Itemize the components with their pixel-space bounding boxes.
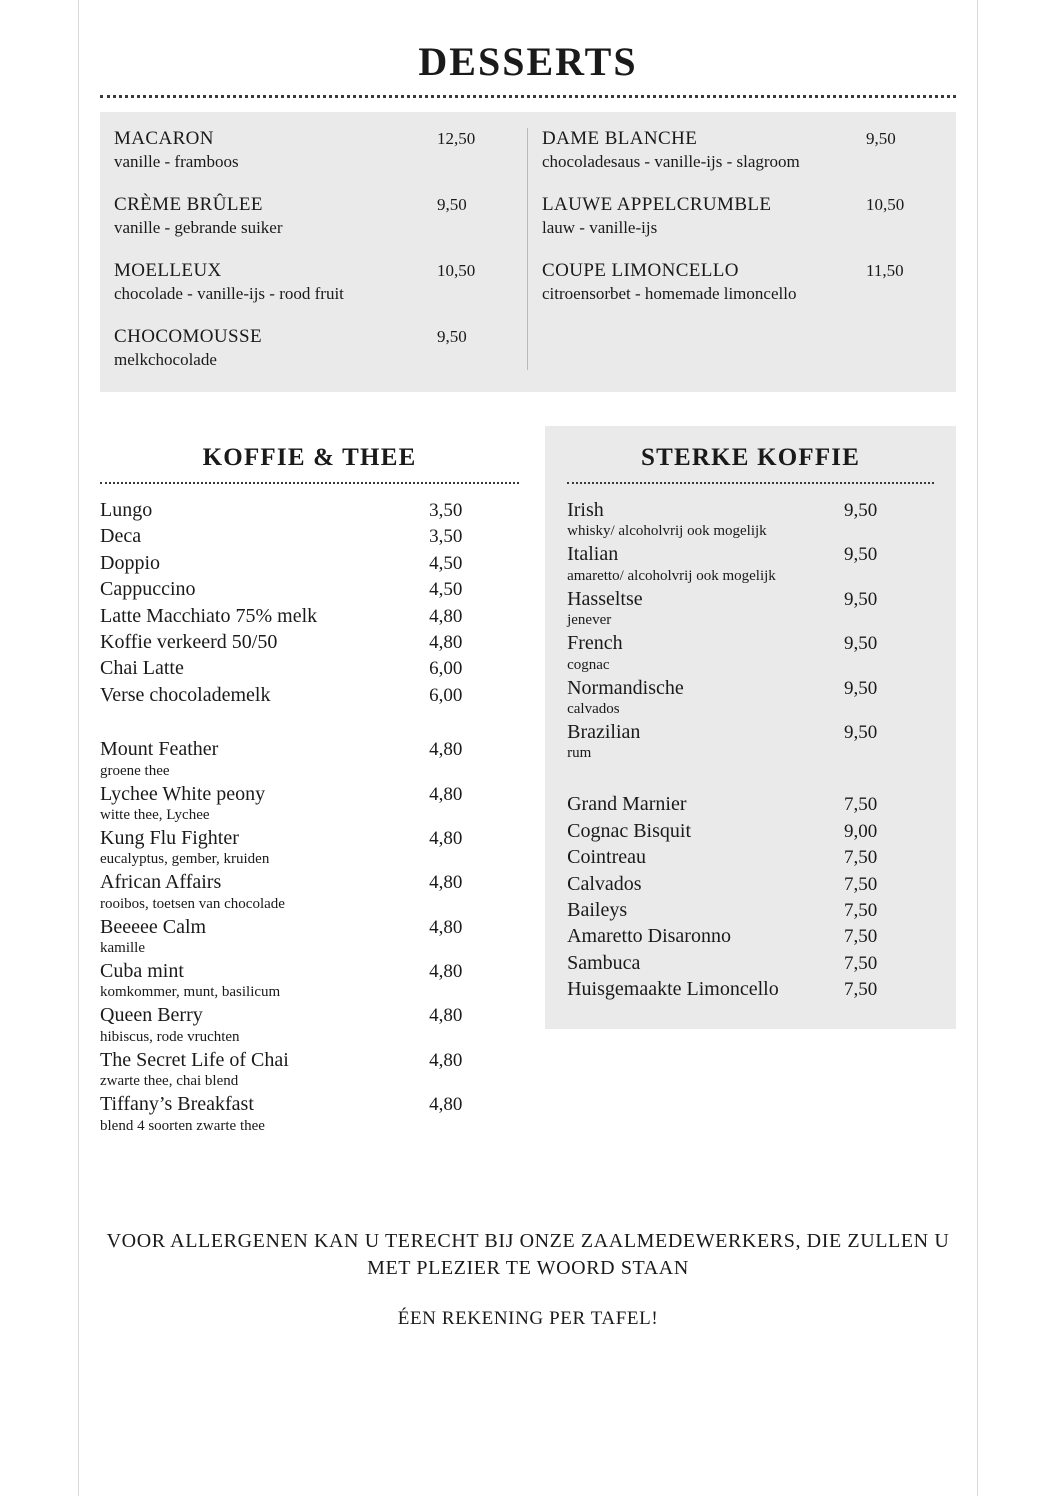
item-name: Huisgemaakte Limoncello: [567, 978, 779, 1001]
item-name: COUPE LIMONCELLO: [542, 260, 739, 281]
item-price: 7,50: [843, 873, 878, 895]
item-price: 6,00: [429, 684, 463, 706]
item-name: Cognac Bisquit: [567, 819, 691, 842]
item-description: vanille - gebrande suiker: [114, 218, 283, 237]
footer: [100, 1228, 956, 1330]
tea-list: [100, 737, 519, 1135]
list-item: [567, 587, 934, 629]
item-price: 7,50: [843, 926, 878, 948]
item-name: African Affairs: [100, 871, 222, 894]
list-item: [100, 782, 519, 824]
list-item: [100, 737, 519, 779]
item-price: 4,50: [429, 579, 463, 601]
item-description: calvados: [567, 700, 620, 717]
billing-notice: ÉEN REKENING PER TAFEL!: [397, 1308, 659, 1329]
item-name: Tiffany’s Breakfast: [100, 1093, 254, 1116]
item-name: Queen Berry: [100, 1004, 203, 1027]
item-name: Lungo: [100, 499, 153, 521]
item-name: DAME BLANCHE: [542, 128, 698, 149]
list-item: [567, 819, 934, 843]
item-price: 6,00: [429, 658, 463, 680]
item-price: 9,50: [843, 588, 878, 610]
item-price: 4,80: [429, 605, 463, 627]
item-name: Hasseltse: [567, 587, 643, 610]
item-description: blend 4 soorten zwarte thee: [100, 1117, 265, 1134]
list-item: [100, 551, 519, 575]
item-price: 11,50: [866, 261, 904, 280]
desserts-section: [100, 112, 956, 392]
page-title: DESSERTS: [418, 39, 638, 84]
item-name: Sambuca: [567, 951, 641, 974]
item-name: CHOCOMOUSSE: [114, 326, 262, 347]
item-price: 9,50: [843, 633, 878, 655]
sterke-koffie-column: [545, 426, 956, 1029]
list-item: [567, 845, 934, 869]
koffie-thee-column: [100, 426, 545, 1137]
list-item: [567, 924, 934, 948]
beverages-section: [100, 426, 956, 1137]
item-price: 7,50: [843, 847, 878, 869]
item-price: 4,80: [429, 961, 463, 983]
list-item: [567, 951, 934, 975]
menu-item: [114, 194, 509, 238]
list-item: [567, 898, 934, 922]
list-item: [100, 604, 519, 628]
digestif-list: [567, 792, 934, 1001]
list-item: [100, 959, 519, 1001]
item-price: 4,80: [429, 783, 463, 805]
spacer: [567, 764, 934, 786]
item-price: 4,80: [429, 1005, 463, 1027]
item-name: Kung Flu Fighter: [100, 826, 239, 849]
item-description: melkchocolade: [114, 350, 217, 369]
item-price: 4,80: [429, 1094, 463, 1116]
list-item: [567, 872, 934, 896]
menu-item: [114, 128, 509, 172]
item-description: komkommer, munt, basilicum: [100, 984, 281, 1001]
item-price: 9,00: [843, 820, 878, 842]
list-item: [100, 630, 519, 654]
item-price: 4,80: [429, 739, 463, 761]
divider-title: [100, 95, 956, 98]
menu-item: [114, 326, 509, 370]
list-item: [100, 1048, 519, 1090]
list-item: [567, 792, 934, 816]
item-name: French: [567, 632, 623, 655]
item-name: Doppio: [100, 551, 160, 574]
item-description: chocolade - vanille-ijs - rood fruit: [114, 284, 344, 303]
item-name: Cointreau: [567, 846, 646, 869]
item-description: citroensorbet - homemade limoncello: [542, 284, 797, 303]
item-description: eucalyptus, gember, kruiden: [100, 851, 270, 868]
item-price: 4,80: [429, 916, 463, 938]
list-item: [100, 915, 519, 957]
item-price: 4,80: [429, 872, 463, 894]
item-description: vanille - framboos: [114, 152, 239, 171]
item-price: 9,50: [843, 677, 878, 699]
list-item: [100, 683, 519, 707]
item-name: Chai Latte: [100, 657, 184, 680]
item-price: 9,50: [437, 195, 467, 214]
list-item: [100, 498, 519, 522]
page-rule-left: [78, 0, 79, 1496]
item-name: The Secret Life of Chai: [100, 1048, 289, 1071]
item-name: Amaretto Disaronno: [567, 925, 731, 948]
list-item: [100, 577, 519, 601]
divider-koffie-thee: [100, 482, 519, 484]
item-name: Mount Feather: [100, 738, 219, 761]
item-description: rooibos, toetsen van chocolade: [100, 895, 285, 912]
item-price: 9,50: [843, 500, 878, 521]
item-name: Koffie verkeerd 50/50: [100, 630, 278, 653]
item-name: Cappuccino: [100, 578, 196, 601]
coffee-list: [100, 498, 519, 707]
item-price: 7,50: [843, 899, 878, 921]
item-description: hibiscus, rode vruchten: [100, 1028, 240, 1045]
item-description: jenever: [567, 612, 612, 629]
list-item: [100, 1003, 519, 1045]
item-price: 12,50: [437, 129, 476, 148]
item-description: kamille: [100, 940, 145, 957]
list-item: [567, 542, 934, 584]
desserts-column-left: [100, 128, 528, 370]
item-description: lauw - vanille-ijs: [542, 218, 658, 237]
list-item: [100, 826, 519, 868]
allergen-notice: VOOR ALLERGENEN KAN U TERECHT BIJ ONZE ZAALMEDEWERKERS, DIE ZULLEN U MET PLEZIER TE WOORD STAAN: [106, 1230, 950, 1279]
item-name: Normandische: [567, 676, 684, 699]
item-name: Calvados: [567, 872, 642, 895]
item-price: 4,80: [429, 631, 463, 653]
divider-sterke-koffie: [567, 482, 934, 484]
list-item: [100, 524, 519, 548]
item-name: Lychee White peony: [100, 782, 266, 805]
list-item: [100, 1092, 519, 1134]
item-price: 10,50: [437, 261, 476, 280]
item-price: 10,50: [866, 195, 905, 214]
spacer: [100, 709, 519, 731]
item-name: Irish: [567, 499, 604, 521]
item-price: 7,50: [843, 952, 878, 974]
item-description: whisky/ alcoholvrij ook mogelijk: [567, 523, 767, 540]
item-name: Italian: [567, 543, 619, 566]
item-description: rum: [567, 745, 592, 762]
list-item: [567, 720, 934, 762]
item-name: Brazilian: [567, 720, 641, 743]
list-item: [567, 498, 934, 540]
item-price: 3,50: [429, 500, 463, 521]
page-rule-right: [977, 0, 978, 1496]
list-item: [100, 870, 519, 912]
desserts-column-right: [528, 128, 956, 370]
item-price: 7,50: [843, 979, 878, 1001]
item-name: Cuba mint: [100, 960, 184, 983]
item-description: groene thee: [100, 762, 170, 779]
item-name: LAUWE APPELCRUMBLE: [542, 194, 772, 215]
section-title-koffie-thee: KOFFIE & THEE: [202, 444, 417, 471]
item-price: 9,50: [843, 721, 878, 743]
item-price: 4,50: [429, 552, 463, 574]
menu-item: [542, 194, 938, 238]
menu-item: [114, 260, 509, 304]
item-price: 4,80: [429, 1049, 463, 1071]
item-description: cognac: [567, 656, 610, 673]
menu-item: [542, 260, 938, 304]
item-price: 7,50: [843, 794, 878, 816]
item-name: Latte Macchiato 75% melk: [100, 604, 318, 627]
menu-content: [100, 0, 956, 1137]
item-price: 9,50: [437, 327, 467, 346]
item-price: 9,50: [866, 129, 896, 148]
section-title-sterke-koffie: STERKE KOFFIE: [640, 444, 861, 471]
item-price: 3,50: [429, 526, 463, 548]
sterke-koffie-list: [567, 498, 934, 762]
item-description: witte thee, Lychee: [100, 806, 210, 823]
menu-item: [542, 128, 938, 172]
item-name: Grand Marnier: [567, 793, 687, 816]
item-price: 9,50: [843, 544, 878, 566]
item-description: chocoladesaus - vanille-ijs - slagroom: [542, 152, 800, 171]
item-description: amaretto/ alcoholvrij ook mogelijk: [567, 567, 776, 584]
item-price: 4,80: [429, 827, 463, 849]
item-name: Baileys: [567, 898, 628, 921]
list-item: [567, 631, 934, 673]
item-name: Verse chocolademelk: [100, 683, 271, 706]
item-name: Beeeee Calm: [100, 915, 207, 938]
item-name: CRÈME BRÛLEE: [114, 194, 263, 215]
item-description: zwarte thee, chai blend: [100, 1073, 239, 1090]
list-item: [100, 656, 519, 680]
item-name: Deca: [100, 525, 142, 548]
item-name: MOELLEUX: [114, 260, 222, 281]
item-name: MACARON: [114, 128, 214, 149]
list-item: [567, 977, 934, 1001]
list-item: [567, 676, 934, 718]
